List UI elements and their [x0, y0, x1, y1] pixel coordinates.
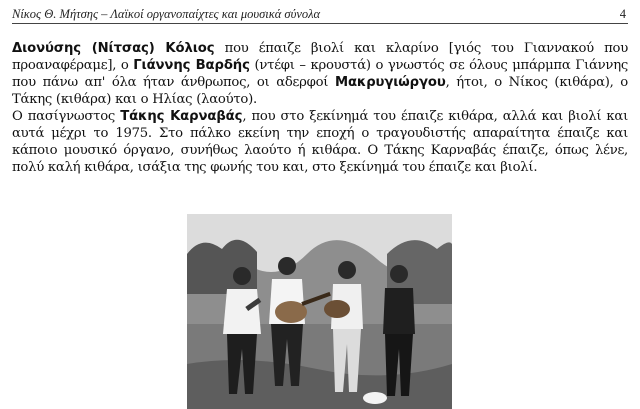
photo-hat — [363, 392, 387, 404]
name-karnavas: Τάκης Καρναβάς — [120, 109, 243, 124]
paragraph-2 — [12, 108, 628, 176]
name-kolios: Διονύσης (Νίτσας) Κόλιος — [12, 41, 215, 56]
text-segment: που έπαιζε βιολί και κλαρίνο [γιός του Γιαννακού που προαναφέραμε], ο — [12, 41, 628, 73]
paragraph-1 — [12, 40, 628, 108]
running-title: Νίκος Θ. Μήτσης – Λαϊκοί οργανοπαίχτες και μουσικά σύνολα — [12, 7, 321, 21]
body-text — [12, 40, 628, 176]
band-photo-illustration — [187, 214, 452, 409]
text-segment: , που στο ξεκίνημά του έπαιζε κιθάρα, αλλά και βιολί και αυτά μέχρι το 1975. Στο πάλκο εκείνη την εποχή ο τραγουδιστής απαραίτητα έπαιζε και κάποιο μουσικό όργανο, συνήθως λαούτο ή κιθάρα. Ο Τάκης Καρναβάς έπαιζε, όπως λένε, πολύ καλή κιθάρα, ισάξια της φωνής του και, στο ξεκίνημά του έπαιζε και βιολί. — [12, 109, 629, 175]
name-vardis: Γιάννης Βαρδής — [133, 58, 250, 73]
text-segment: , ήτοι, ο Νίκος (κιθάρα), ο Τάκης (κιθάρα) και ο Ηλίας (λαούτο). — [12, 75, 628, 107]
page-header — [12, 4, 628, 24]
name-makrygiorgou: Μακρυγιώργου — [334, 75, 446, 90]
text-segment: Ο πασίγνωστος — [12, 109, 121, 124]
text-segment: (ντέφι – κρουστά) ο γνωστός σε όλους μπάρμπα Γιάννης που πάνω απ' όλα ήταν άνθρωπος, οι αδερφοί — [12, 58, 628, 90]
page-number: 4 — [619, 7, 626, 21]
band-photo — [187, 214, 452, 409]
